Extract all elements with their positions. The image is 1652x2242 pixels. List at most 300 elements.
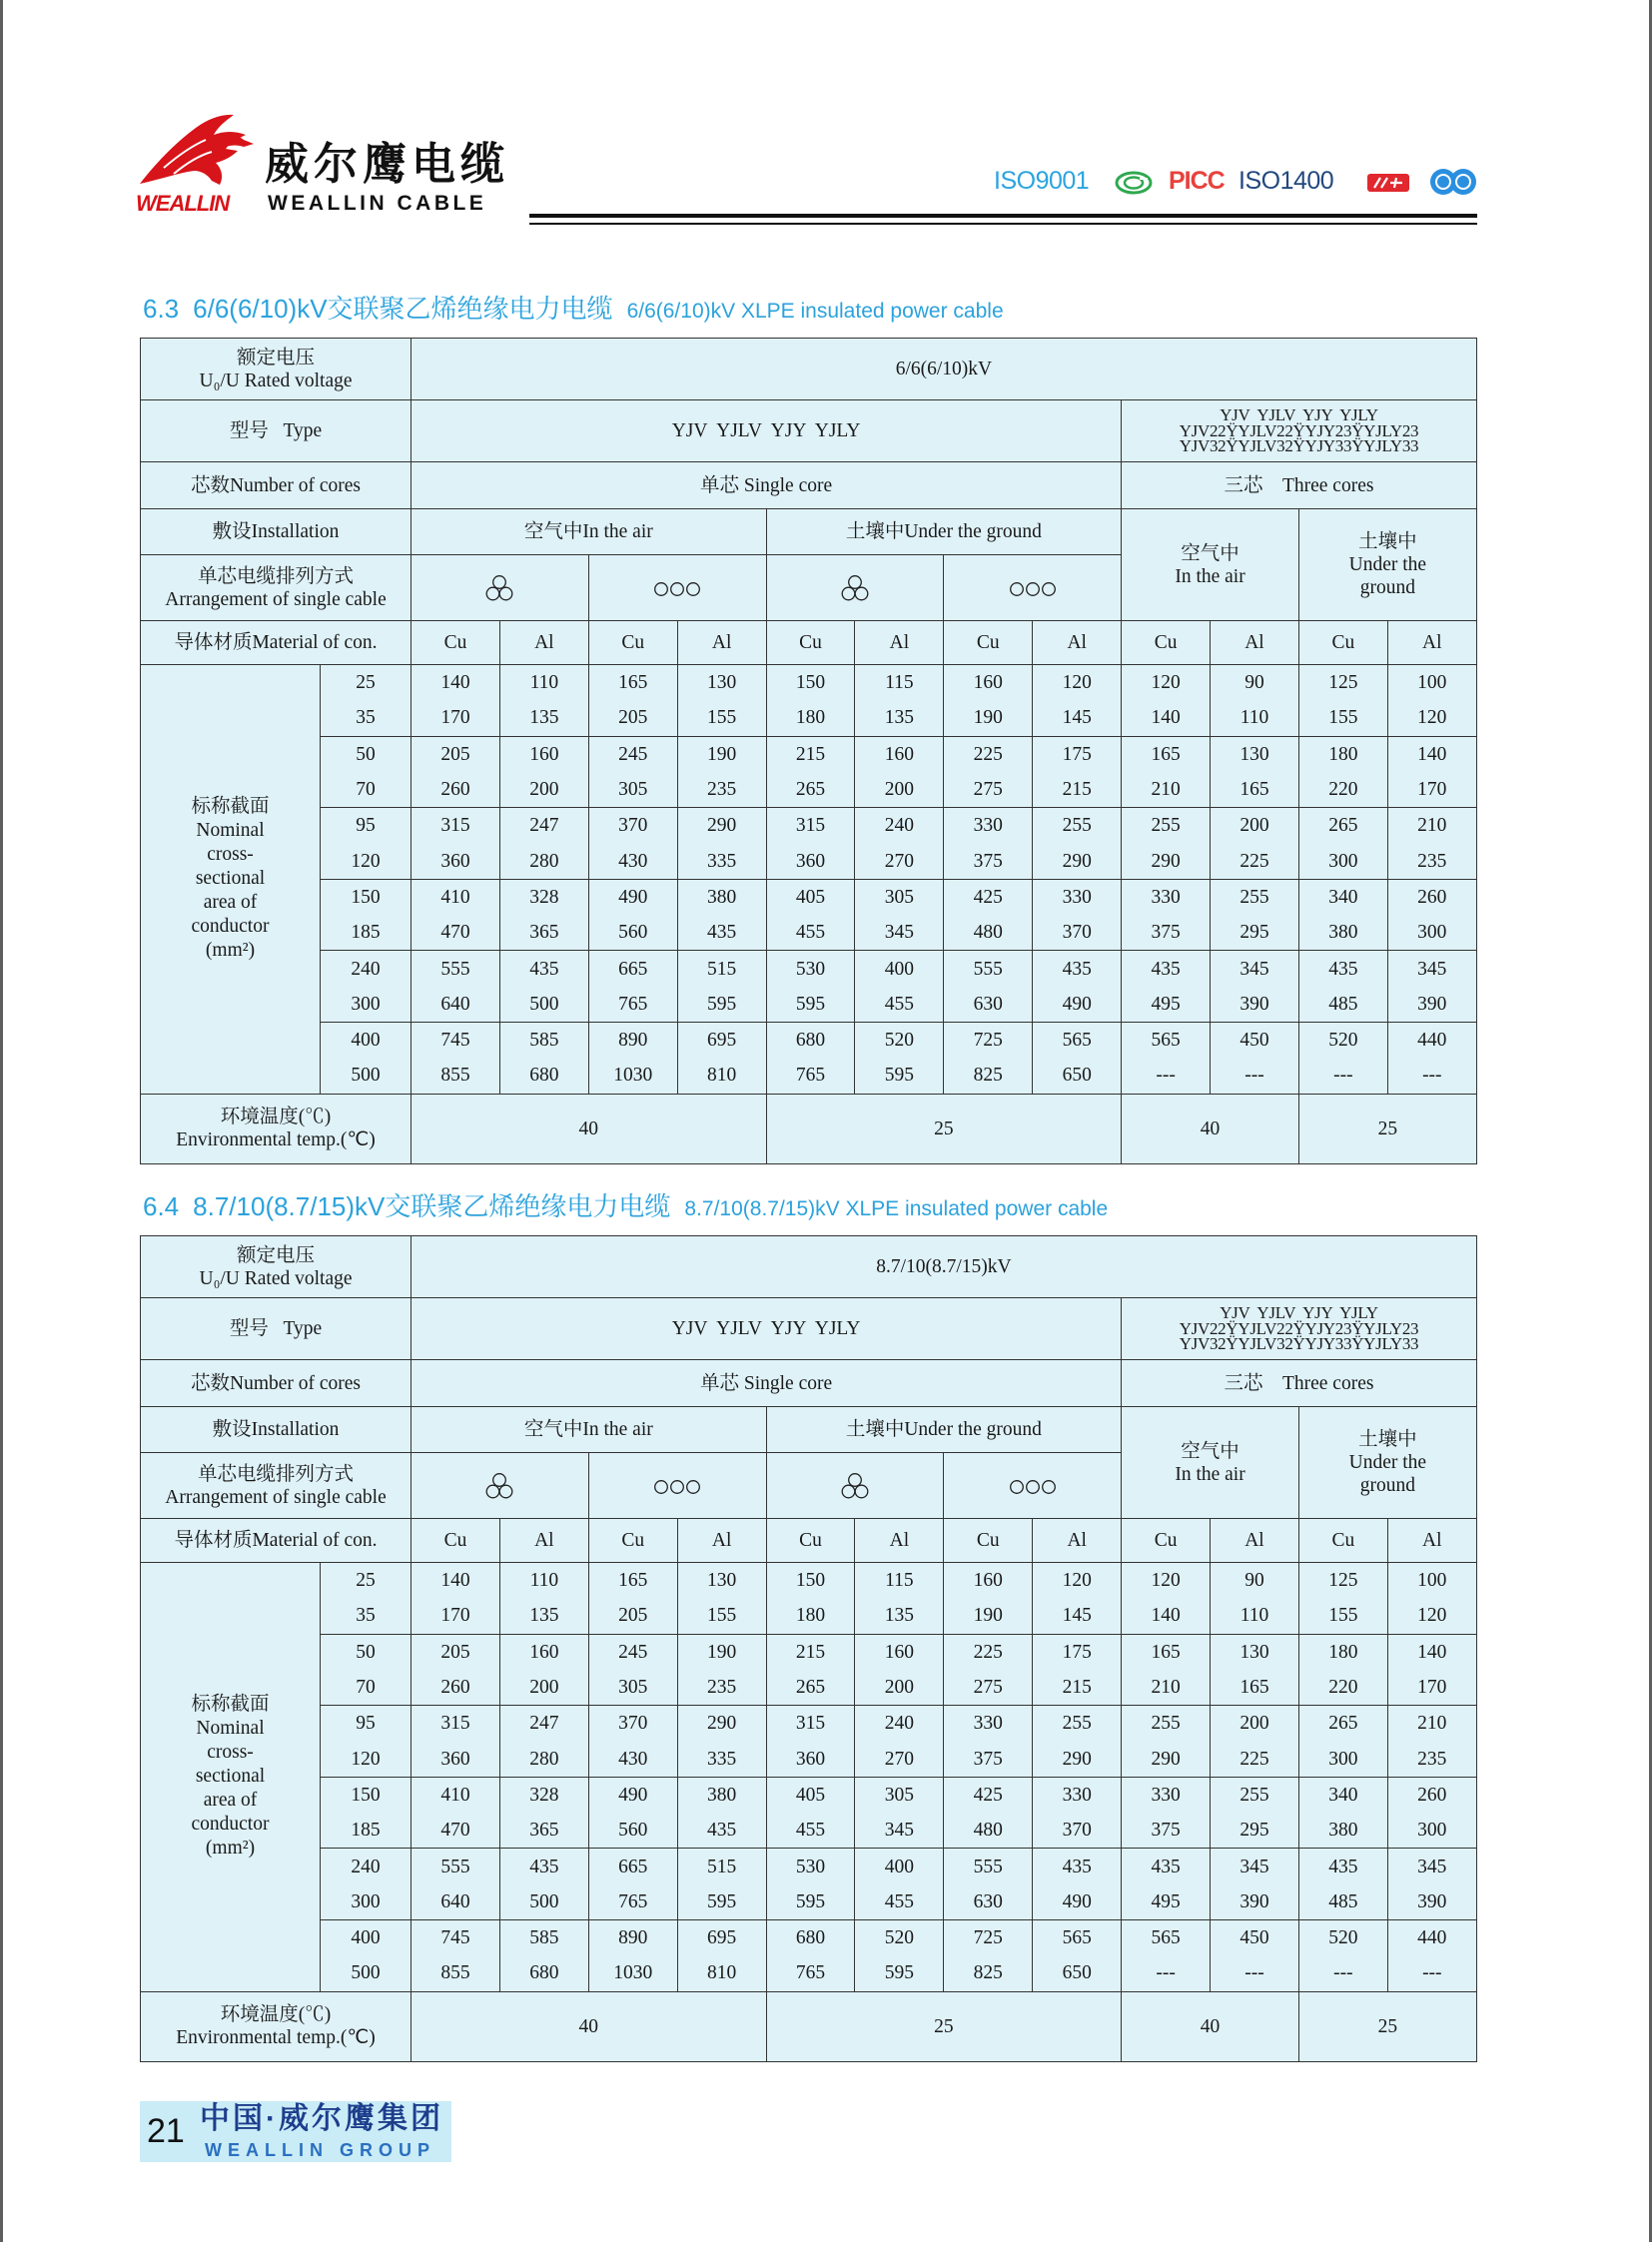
current-rating-value: 300 xyxy=(1298,843,1387,879)
current-rating-value: 410 xyxy=(412,1777,500,1813)
nominal-area-label-line: area of xyxy=(203,1790,258,1812)
current-rating-value: 275 xyxy=(944,1670,1033,1706)
current-rating-value: 200 xyxy=(1211,808,1299,844)
data-row xyxy=(141,1955,1477,1991)
current-rating-value: 680 xyxy=(766,1022,855,1058)
current-rating-value: 890 xyxy=(588,1022,677,1058)
installation-label: 敷设Installation xyxy=(141,1407,412,1453)
current-rating-value: 180 xyxy=(1298,736,1387,772)
current-rating-value: 265 xyxy=(1298,808,1387,844)
current-rating-value: 630 xyxy=(944,1884,1033,1920)
data-row xyxy=(141,1919,1477,1955)
current-rating-value: 555 xyxy=(944,951,1033,987)
current-rating-value: 255 xyxy=(1122,808,1211,844)
current-rating-value: 300 xyxy=(1387,1813,1476,1849)
current-rating-value: 435 xyxy=(499,951,588,987)
current-rating-value: 435 xyxy=(1033,1849,1122,1884)
current-rating-value: 440 xyxy=(1387,1022,1476,1058)
current-rating-value: 155 xyxy=(1298,1598,1387,1634)
env-temp-value: 25 xyxy=(1298,1094,1476,1163)
nominal-area-label-line: (mm²) xyxy=(205,1838,256,1860)
current-rating-value: 345 xyxy=(1387,951,1476,987)
current-rating-value: 225 xyxy=(944,736,1033,772)
current-rating-value: 450 xyxy=(1211,1919,1299,1955)
current-rating-value: 370 xyxy=(1033,915,1122,951)
current-rating-value: 140 xyxy=(412,1563,500,1599)
current-rating-value: 315 xyxy=(412,808,500,844)
current-rating-value: 855 xyxy=(412,1058,500,1094)
current-rating-value: 225 xyxy=(1211,1741,1299,1777)
current-rating-value: 435 xyxy=(1298,951,1387,987)
nominal-area-label-line: cross- xyxy=(207,844,254,866)
current-rating-value: 205 xyxy=(412,736,500,772)
current-rating-value: 115 xyxy=(855,665,944,701)
current-rating-value: 810 xyxy=(677,1955,766,1991)
brand-name-cn: 威尔鹰电缆 xyxy=(265,140,509,189)
cable-core-circle xyxy=(849,575,862,588)
cross-section-size: 400 xyxy=(321,1919,412,1955)
current-rating-value: 650 xyxy=(1033,1058,1122,1094)
current-rating-value: 680 xyxy=(499,1955,588,1991)
current-rating-value: 560 xyxy=(588,1813,677,1849)
three-core-under-ground-header-line: ground xyxy=(1359,1475,1415,1496)
current-rating-value: 150 xyxy=(766,1563,855,1599)
three-core-under-ground-header-line: 土壤中 xyxy=(1358,531,1417,552)
current-rating-value: 825 xyxy=(944,1955,1033,1991)
current-rating-value: 490 xyxy=(1033,987,1122,1023)
cross-section-size: 300 xyxy=(321,1884,412,1920)
spec-table xyxy=(140,338,1477,1164)
current-rating-value: 765 xyxy=(766,1058,855,1094)
current-rating-value: 140 xyxy=(1387,736,1476,772)
cross-section-size: 70 xyxy=(321,1670,412,1706)
current-rating-value: 205 xyxy=(588,700,677,736)
env-temp-label-line: 环境温度(℃) xyxy=(220,2004,332,2026)
type-row xyxy=(141,1298,1477,1360)
installation-row xyxy=(141,509,1477,555)
three-core-in-air-header xyxy=(1122,509,1299,621)
material-header: Cu xyxy=(1122,1519,1211,1563)
spec-table-6-4 xyxy=(140,1235,1476,2062)
current-rating-value: 500 xyxy=(499,987,588,1023)
three-core-under-ground-header xyxy=(1298,1407,1476,1519)
flat-arrangement-icon xyxy=(653,1479,701,1495)
current-rating-value: 165 xyxy=(588,665,677,701)
brand-name-en: WEALLIN CABLE xyxy=(268,192,487,215)
trefoil-arrangement-icon xyxy=(840,1472,870,1500)
section-title-6-4 xyxy=(143,1187,1108,1230)
type-three-core-line: YJV22ŸYJLV22ŸYJY23ŸYJLY23 xyxy=(1179,1318,1419,1338)
current-rating-value: 90 xyxy=(1211,665,1299,701)
current-rating-value: 595 xyxy=(766,987,855,1023)
current-rating-value: 110 xyxy=(1211,700,1299,736)
cable-core-circle xyxy=(849,1473,862,1486)
env-temp-label xyxy=(141,1991,412,2061)
nominal-area-label-line: sectional xyxy=(195,1766,266,1788)
under-ground-header: 土壤中Under the ground xyxy=(766,1407,1122,1453)
data-row xyxy=(141,915,1477,951)
env-temp-value: 40 xyxy=(1122,1991,1299,2061)
current-rating-value: 1030 xyxy=(588,1058,677,1094)
env-temp-label-line: Environmental temp.(℃) xyxy=(176,1129,376,1151)
section-title-en: 8.7/10(8.7/15)kV XLPE insulated power cable xyxy=(684,1197,1109,1220)
current-rating-value: 565 xyxy=(1033,1022,1122,1058)
current-rating-value: 190 xyxy=(677,1634,766,1670)
current-rating-value: 200 xyxy=(499,772,588,808)
data-row xyxy=(141,987,1477,1023)
current-rating-value: 247 xyxy=(499,1706,588,1742)
current-rating-value: 290 xyxy=(677,808,766,844)
material-header: Cu xyxy=(944,1519,1033,1563)
nominal-area-label-line: sectional xyxy=(195,868,266,890)
current-rating-value: 200 xyxy=(855,772,944,808)
cable-core-circle xyxy=(687,1480,700,1493)
current-rating-value: 375 xyxy=(1122,1813,1211,1849)
data-row xyxy=(141,879,1477,915)
current-rating-value: 160 xyxy=(855,1634,944,1670)
cross-section-size: 400 xyxy=(321,1022,412,1058)
nominal-area-label xyxy=(141,665,321,1095)
current-rating-value: 170 xyxy=(1387,772,1476,808)
cable-core-circle xyxy=(1026,1480,1039,1493)
current-rating-value: 215 xyxy=(1033,1670,1122,1706)
type-three-core-line: YJV32ŸYJLV32ŸYJY33ŸYJLY33 xyxy=(1179,436,1419,456)
current-rating-value: 380 xyxy=(1298,915,1387,951)
type-three-core-line: YJV32ŸYJLV32ŸYJY33ŸYJLY33 xyxy=(1179,1334,1419,1354)
type-label: 型号 Type xyxy=(141,400,412,462)
current-rating-value: 255 xyxy=(1211,1777,1299,1813)
current-rating-value: 290 xyxy=(1122,1741,1211,1777)
current-rating-value: 295 xyxy=(1211,915,1299,951)
material-header: Al xyxy=(855,1519,944,1563)
current-rating-value: 640 xyxy=(412,1884,500,1920)
current-rating-value: 170 xyxy=(1387,1670,1476,1706)
current-rating-value: 180 xyxy=(766,1598,855,1634)
current-rating-value: 495 xyxy=(1122,987,1211,1023)
section-number: 6.3 xyxy=(143,294,180,324)
flat-arrangement-icon xyxy=(1009,581,1057,597)
current-rating-value: 430 xyxy=(588,843,677,879)
data-row xyxy=(141,1706,1477,1742)
material-header: Cu xyxy=(1122,621,1211,665)
current-rating-value: 375 xyxy=(944,1741,1033,1777)
current-rating-value: 480 xyxy=(944,915,1033,951)
current-rating-value: 200 xyxy=(855,1670,944,1706)
cross-section-size: 185 xyxy=(321,1813,412,1849)
current-rating-value: 745 xyxy=(412,1022,500,1058)
current-rating-value: 235 xyxy=(1387,1741,1476,1777)
current-rating-value: 130 xyxy=(1211,736,1299,772)
material-header: Al xyxy=(677,1519,766,1563)
current-rating-value: 490 xyxy=(588,1777,677,1813)
current-rating-value: 235 xyxy=(677,772,766,808)
cross-section-size: 50 xyxy=(321,736,412,772)
type-row xyxy=(141,400,1477,462)
current-rating-value: 360 xyxy=(766,1741,855,1777)
arrangement-cell xyxy=(944,1453,1122,1519)
current-rating-value: 328 xyxy=(499,879,588,915)
current-rating-value: 640 xyxy=(412,987,500,1023)
current-rating-value: 680 xyxy=(766,1919,855,1955)
cross-section-size: 240 xyxy=(321,1849,412,1884)
current-rating-value: 390 xyxy=(1387,1884,1476,1920)
current-rating-value: 215 xyxy=(766,1634,855,1670)
current-rating-value: 390 xyxy=(1387,987,1476,1023)
current-rating-value: 265 xyxy=(766,1670,855,1706)
data-row xyxy=(141,843,1477,879)
current-rating-value: 130 xyxy=(677,665,766,701)
cores-label: 芯数Number of cores xyxy=(141,1360,412,1407)
rated-voltage-row xyxy=(141,1236,1477,1298)
current-rating-value: 405 xyxy=(766,879,855,915)
current-rating-value: 100 xyxy=(1387,1563,1476,1599)
current-rating-value: 380 xyxy=(1298,1813,1387,1849)
data-row xyxy=(141,665,1477,701)
current-rating-value: 565 xyxy=(1122,1919,1211,1955)
cores-row xyxy=(141,462,1477,509)
group-name-en: WEALLIN GROUP xyxy=(205,2140,435,2160)
current-rating-value: 335 xyxy=(677,843,766,879)
material-header: Cu xyxy=(412,621,500,665)
current-rating-value: 555 xyxy=(412,951,500,987)
data-row xyxy=(141,1634,1477,1670)
cross-section-size: 240 xyxy=(321,951,412,987)
current-rating-value: 120 xyxy=(1122,1563,1211,1599)
data-row xyxy=(141,1058,1477,1094)
current-rating-value: 390 xyxy=(1211,987,1299,1023)
current-rating-value: 520 xyxy=(1298,1022,1387,1058)
current-rating-value: 520 xyxy=(855,1022,944,1058)
logo-lettering: WEALLIN xyxy=(136,191,230,216)
current-rating-value: 515 xyxy=(677,1849,766,1884)
type-three-core xyxy=(1122,1298,1477,1360)
material-header: Cu xyxy=(944,621,1033,665)
nominal-area-label-line: area of xyxy=(203,892,258,914)
arrangement-cell xyxy=(412,1453,589,1519)
page-number: 21 xyxy=(147,2112,185,2150)
data-row xyxy=(141,808,1477,844)
nominal-area-label-line: conductor xyxy=(191,916,270,938)
current-rating-value: 380 xyxy=(677,879,766,915)
current-rating-value: 315 xyxy=(412,1706,500,1742)
current-rating-value: --- xyxy=(1122,1058,1211,1094)
three-core-in-air-header-line: 空气中 xyxy=(1181,542,1239,564)
nominal-area-label-line: conductor xyxy=(191,1814,270,1836)
cable-core-circle xyxy=(1042,582,1055,595)
env-temp-label-line: Environmental temp.(℃) xyxy=(176,2027,376,2049)
current-rating-value: 665 xyxy=(588,951,677,987)
current-rating-value: 120 xyxy=(1122,665,1211,701)
current-rating-value: 170 xyxy=(412,700,500,736)
in-air-header: 空气中In the air xyxy=(412,1407,767,1453)
material-header: Cu xyxy=(1298,1519,1387,1563)
current-rating-value: 135 xyxy=(499,700,588,736)
current-rating-value: 315 xyxy=(766,808,855,844)
current-rating-value: 210 xyxy=(1122,772,1211,808)
type-three-core-line: YJV YJLV YJY YJLY xyxy=(1220,405,1378,425)
current-rating-value: 455 xyxy=(855,1884,944,1920)
current-rating-value: --- xyxy=(1298,1058,1387,1094)
current-rating-value: 435 xyxy=(1033,951,1122,987)
current-rating-value: 530 xyxy=(766,1849,855,1884)
current-rating-value: 160 xyxy=(499,736,588,772)
under-ground-header: 土壤中Under the ground xyxy=(766,509,1122,555)
current-rating-value: 120 xyxy=(1387,1598,1476,1634)
flat-arrangement-icon xyxy=(653,581,701,597)
current-rating-value: 370 xyxy=(1033,1813,1122,1849)
current-rating-value: 155 xyxy=(677,700,766,736)
three-core-in-air-header xyxy=(1122,1407,1299,1519)
arrangement-label-line: Arrangement of single cable xyxy=(165,588,387,610)
cable-core-circle xyxy=(493,1473,506,1486)
material-header: Al xyxy=(1033,621,1122,665)
type-three-core xyxy=(1122,400,1477,462)
three-core-in-air-header-line: In the air xyxy=(1175,565,1245,587)
current-rating-value: 315 xyxy=(766,1706,855,1742)
type-single-core: YJV YJLV YJY YJLY xyxy=(412,1298,1122,1360)
current-rating-value: 135 xyxy=(855,1598,944,1634)
cable-core-circle xyxy=(1010,582,1023,595)
env-temp-value: 25 xyxy=(766,1991,1122,2061)
current-rating-value: 225 xyxy=(1211,843,1299,879)
rated-voltage-label-line: 额定电压 xyxy=(237,347,316,369)
current-rating-value: 130 xyxy=(677,1563,766,1599)
spec-table-6-3 xyxy=(140,338,1476,1164)
current-rating-value: 435 xyxy=(677,915,766,951)
red-cert-icon xyxy=(1366,171,1410,195)
three-core-in-air-header-line: 空气中 xyxy=(1181,1440,1239,1462)
current-rating-value: 585 xyxy=(499,1022,588,1058)
material-label: 导体材质Material of con. xyxy=(141,1519,412,1563)
current-rating-value: 255 xyxy=(1122,1706,1211,1742)
current-rating-value: 855 xyxy=(412,1955,500,1991)
cable-core-circle xyxy=(500,1485,513,1498)
current-rating-value: 330 xyxy=(1122,1777,1211,1813)
current-rating-value: 300 xyxy=(1298,1741,1387,1777)
current-rating-value: 210 xyxy=(1387,808,1476,844)
data-row xyxy=(141,700,1477,736)
rated-voltage-value: 6/6(6/10)kV xyxy=(412,339,1477,400)
current-rating-value: 260 xyxy=(1387,879,1476,915)
nominal-area-label-line: 标称截面 xyxy=(191,1694,270,1716)
current-rating-value: 210 xyxy=(1122,1670,1211,1706)
nominal-area-label-line: Nominal xyxy=(196,1718,265,1740)
current-rating-value: 140 xyxy=(1122,1598,1211,1634)
current-rating-value: 630 xyxy=(944,987,1033,1023)
blue-seal-icon xyxy=(1428,167,1478,197)
current-rating-value: 205 xyxy=(412,1634,500,1670)
current-rating-value: 520 xyxy=(855,1919,944,1955)
current-rating-value: 140 xyxy=(412,665,500,701)
current-rating-value: --- xyxy=(1387,1955,1476,1991)
current-rating-value: 290 xyxy=(1033,843,1122,879)
current-rating-value: 255 xyxy=(1033,808,1122,844)
current-rating-value: 125 xyxy=(1298,1563,1387,1599)
current-rating-value: --- xyxy=(1211,1955,1299,1991)
cross-section-size: 35 xyxy=(321,1598,412,1634)
current-rating-value: 340 xyxy=(1298,1777,1387,1813)
current-rating-value: 360 xyxy=(412,843,500,879)
current-rating-value: 165 xyxy=(1211,1670,1299,1706)
current-rating-value: 560 xyxy=(588,915,677,951)
data-row xyxy=(141,1884,1477,1920)
env-temp-value: 25 xyxy=(1298,1991,1476,2061)
cable-core-circle xyxy=(855,587,868,600)
env-temp-value: 25 xyxy=(766,1094,1122,1163)
current-rating-value: 345 xyxy=(855,915,944,951)
current-rating-value: 495 xyxy=(1122,1884,1211,1920)
three-core-under-ground-header-line: Under the xyxy=(1348,1452,1427,1473)
env-temp-value: 40 xyxy=(412,1991,767,2061)
current-rating-value: 215 xyxy=(1033,772,1122,808)
current-rating-value: 330 xyxy=(944,1706,1033,1742)
current-rating-value: 440 xyxy=(1387,1919,1476,1955)
current-rating-value: 280 xyxy=(499,843,588,879)
current-rating-value: 290 xyxy=(677,1706,766,1742)
current-rating-value: 240 xyxy=(855,1706,944,1742)
current-rating-value: 345 xyxy=(1211,951,1299,987)
current-rating-value: 485 xyxy=(1298,1884,1387,1920)
data-row xyxy=(141,1741,1477,1777)
arrangement-label-line: Arrangement of single cable xyxy=(165,1486,387,1508)
current-rating-value: 120 xyxy=(1033,665,1122,701)
picc-cert-label: PICC xyxy=(1169,167,1225,195)
current-rating-value: 300 xyxy=(1387,915,1476,951)
current-rating-value: 1030 xyxy=(588,1955,677,1991)
cable-core-circle xyxy=(655,1480,668,1493)
current-rating-value: 247 xyxy=(499,808,588,844)
nominal-area-label-line: 标称截面 xyxy=(191,796,270,818)
current-rating-value: 340 xyxy=(1298,879,1387,915)
env-temp-label xyxy=(141,1094,412,1163)
material-header: Cu xyxy=(412,1519,500,1563)
current-rating-value: 370 xyxy=(588,1706,677,1742)
section-title-en: 6/6(6/10)kV XLPE insulated power cable xyxy=(626,300,1004,323)
cable-core-circle xyxy=(1010,1480,1023,1493)
current-rating-value: 470 xyxy=(412,915,500,951)
current-rating-value: 240 xyxy=(855,808,944,844)
current-rating-value: 135 xyxy=(855,700,944,736)
arrangement-label xyxy=(141,1453,412,1519)
arrangement-cell xyxy=(944,555,1122,621)
cross-section-size: 25 xyxy=(321,1563,412,1599)
current-rating-value: 145 xyxy=(1033,700,1122,736)
type-single-core: YJV YJLV YJY YJLY xyxy=(412,400,1122,462)
material-header: Al xyxy=(677,621,766,665)
current-rating-value: 430 xyxy=(588,1741,677,1777)
current-rating-value: 290 xyxy=(1122,843,1211,879)
current-rating-value: 330 xyxy=(944,808,1033,844)
data-row xyxy=(141,1849,1477,1884)
current-rating-value: 125 xyxy=(1298,665,1387,701)
group-name-cn: 中国·威尔鹰集团 xyxy=(200,2102,443,2135)
current-rating-value: 160 xyxy=(499,1634,588,1670)
current-rating-value: 585 xyxy=(499,1919,588,1955)
trefoil-arrangement-icon xyxy=(484,1472,514,1500)
arrangement-cell xyxy=(588,555,766,621)
current-rating-value: 515 xyxy=(677,951,766,987)
data-row xyxy=(141,1670,1477,1706)
current-rating-value: 90 xyxy=(1211,1563,1299,1599)
current-rating-value: --- xyxy=(1211,1058,1299,1094)
data-row xyxy=(141,736,1477,772)
current-rating-value: 200 xyxy=(1211,1706,1299,1742)
current-rating-value: 270 xyxy=(855,843,944,879)
single-core-header: 单芯 Single core xyxy=(412,1360,1122,1407)
current-rating-value: 220 xyxy=(1298,1670,1387,1706)
three-cores-header: 三芯 Three cores xyxy=(1122,1360,1477,1407)
cores-row xyxy=(141,1360,1477,1407)
